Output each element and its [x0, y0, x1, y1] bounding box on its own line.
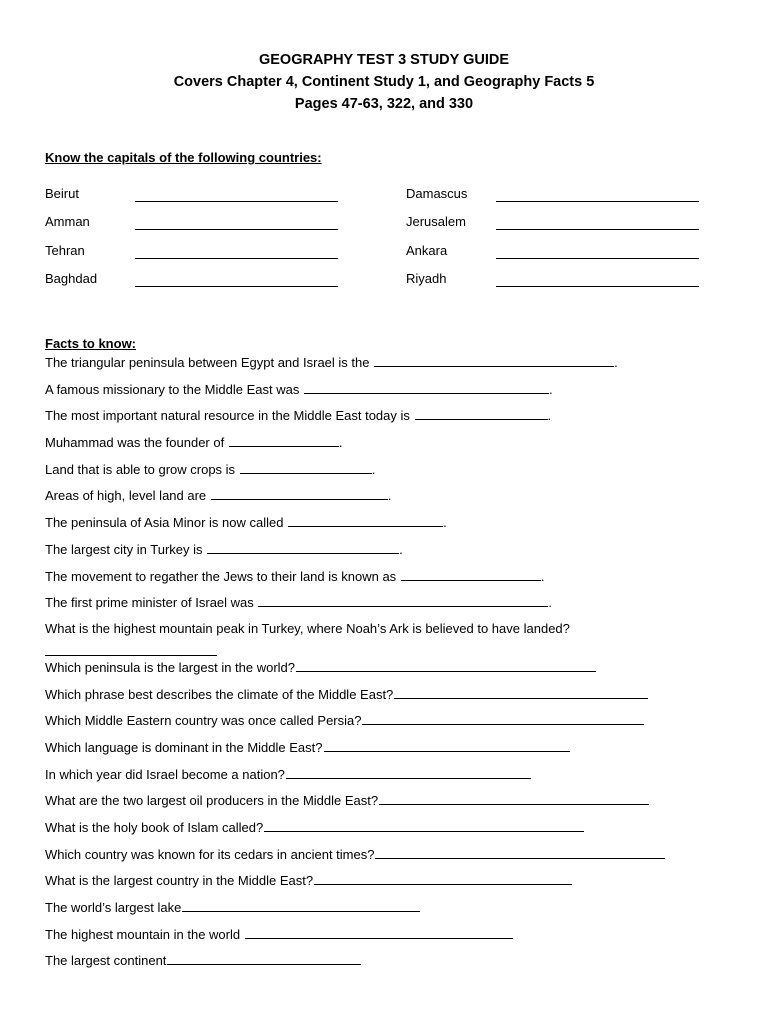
answer-blank[interactable] — [314, 871, 572, 885]
answer-blank[interactable] — [379, 791, 649, 805]
answer-blank[interactable] — [374, 353, 614, 367]
fact-prompt: The peninsula of Asia Minor is now called — [45, 515, 284, 531]
fact-item — [45, 871, 715, 898]
capital-item — [406, 243, 699, 259]
fact-prompt: In which year did Israel become a nation? — [45, 766, 285, 782]
fact-item: Areas of high, level land are . — [45, 488, 392, 504]
answer-blank[interactable] — [264, 818, 584, 832]
country-name: Tehran — [45, 242, 85, 258]
answer-blank[interactable] — [258, 593, 548, 607]
capital-item — [45, 271, 338, 287]
capitals-grid — [45, 186, 705, 299]
answer-blank[interactable] — [304, 380, 549, 394]
fact-prompt: Areas of high, level land are — [45, 488, 207, 504]
capital-row — [45, 271, 705, 299]
fact-prompt: The most important natural resource in the Middle East today is — [45, 408, 410, 424]
capitals-heading: Know the capitals of the following countries: — [45, 150, 322, 165]
country-name: Amman — [45, 214, 90, 230]
fact-item: A famous missionary to the Middle East was . — [45, 381, 553, 397]
fact-item — [45, 711, 715, 738]
fact-item — [45, 738, 715, 765]
fact-item — [45, 685, 715, 712]
answer-blank[interactable] — [182, 898, 420, 912]
facts-heading: Facts to know: — [45, 336, 137, 351]
answer-blank[interactable] — [45, 641, 217, 656]
fact-prompt: The highest mountain in the world — [45, 926, 241, 942]
fact-item: The largest city in Turkey is . — [45, 541, 403, 557]
fact-prompt: What is the highest mountain peak in Turkey, where Noah’s Ark is believed to have landed? — [45, 620, 570, 636]
fact-prompt: Which country was known for its cedars in ancient times? — [45, 846, 375, 862]
fact-item: The triangular peninsula between Egypt and Israel is the . — [45, 355, 618, 370]
fact-item: The first prime minister of Israel was . — [45, 595, 553, 611]
fact-item — [45, 791, 715, 818]
answer-blank[interactable] — [229, 433, 339, 447]
fact-item — [45, 845, 715, 872]
fact-prompt: The largest city in Turkey is — [45, 541, 203, 557]
capital-item — [406, 271, 699, 287]
fact-prompt: A famous missionary to the Middle East was — [45, 381, 300, 397]
country-name: Damascus — [406, 186, 468, 201]
answer-blank[interactable] — [496, 186, 699, 202]
subtitle-coverage: Covers Chapter 4, Continent Study 1, and Geography Facts 5 — [173, 74, 595, 90]
fact-item: Muhammad was the founder of . — [45, 435, 343, 451]
answer-blank[interactable] — [496, 243, 699, 259]
country-name: Ankara — [406, 242, 448, 258]
fact-item: The most important natural resource in the Middle East today is . — [45, 408, 552, 424]
fact-prompt: The first prime minister of Israel was — [45, 595, 254, 611]
capital-item — [45, 214, 338, 230]
fact-prompt: The triangular peninsula between Egypt and Israel is the — [45, 355, 370, 370]
fact-item: Land that is able to grow crops is . — [45, 461, 376, 477]
answer-blank[interactable] — [135, 243, 338, 259]
capital-item — [45, 243, 338, 259]
fact-item — [45, 765, 715, 792]
answer-blank[interactable] — [245, 925, 513, 939]
answer-blank[interactable] — [240, 460, 372, 474]
fact-item: The peninsula of Asia Minor is now called . — [45, 515, 447, 531]
country-name: Jerusalem — [406, 214, 466, 230]
capital-row — [45, 186, 705, 214]
country-name: Beirut — [45, 186, 79, 201]
fact-item — [45, 951, 715, 978]
answer-blank[interactable] — [394, 685, 648, 699]
document-header — [0, 49, 768, 115]
fact-prompt: What is the largest country in the Middle East? — [45, 873, 314, 889]
fact-item — [45, 620, 715, 658]
fact-item — [45, 898, 715, 925]
fact-prompt: The world’s largest lake — [45, 900, 182, 916]
country-name: Baghdad — [45, 270, 98, 286]
answer-blank[interactable] — [401, 567, 541, 581]
answer-blank[interactable] — [362, 711, 644, 725]
capital-item — [406, 186, 699, 202]
facts-list — [45, 353, 715, 978]
fact-prompt: The movement to regather the Jews to their land is known as — [45, 568, 397, 584]
fact-item: The movement to regather the Jews to their land is known as . — [45, 568, 545, 584]
fact-prompt: Which phrase best describes the climate of the Middle East? — [45, 686, 394, 702]
fact-prompt: What is the holy book of Islam called? — [45, 820, 264, 835]
answer-blank[interactable] — [496, 214, 699, 230]
answer-blank[interactable] — [415, 406, 548, 420]
fact-item — [45, 925, 715, 952]
answer-blank[interactable] — [167, 951, 361, 965]
answer-blank[interactable] — [135, 214, 338, 230]
capital-row — [45, 243, 705, 271]
answer-blank[interactable] — [135, 271, 338, 287]
answer-blank[interactable] — [135, 186, 338, 202]
answer-blank[interactable] — [375, 845, 665, 859]
fact-prompt: Which language is dominant in the Middle East? — [45, 739, 323, 755]
answer-blank[interactable] — [324, 738, 570, 752]
capital-item — [406, 214, 699, 230]
answer-blank[interactable] — [288, 513, 443, 527]
fact-prompt: Which peninsula is the largest in the world? — [45, 659, 296, 675]
fact-prompt: What are the two largest oil producers in the Middle East? — [45, 793, 379, 809]
country-name: Riyadh — [406, 270, 447, 286]
capital-item — [45, 186, 338, 202]
fact-item — [45, 658, 715, 685]
answer-blank[interactable] — [286, 765, 531, 779]
answer-blank[interactable] — [296, 658, 596, 672]
title: GEOGRAPHY TEST 3 STUDY GUIDE — [258, 52, 510, 68]
fact-prompt: Which Middle Eastern country was once called Persia? — [45, 713, 362, 729]
answer-blank[interactable] — [211, 486, 388, 500]
capital-row — [45, 214, 705, 242]
answer-blank[interactable] — [207, 540, 399, 554]
fact-prompt: Muhammad was the founder of — [45, 435, 225, 451]
fact-prompt: Land that is able to grow crops is — [45, 461, 236, 477]
fact-prompt: The largest continent — [45, 953, 167, 969]
fact-item — [45, 818, 715, 845]
answer-blank[interactable] — [496, 271, 699, 287]
subtitle-pages: Pages 47-63, 322, and 330 — [294, 96, 474, 112]
